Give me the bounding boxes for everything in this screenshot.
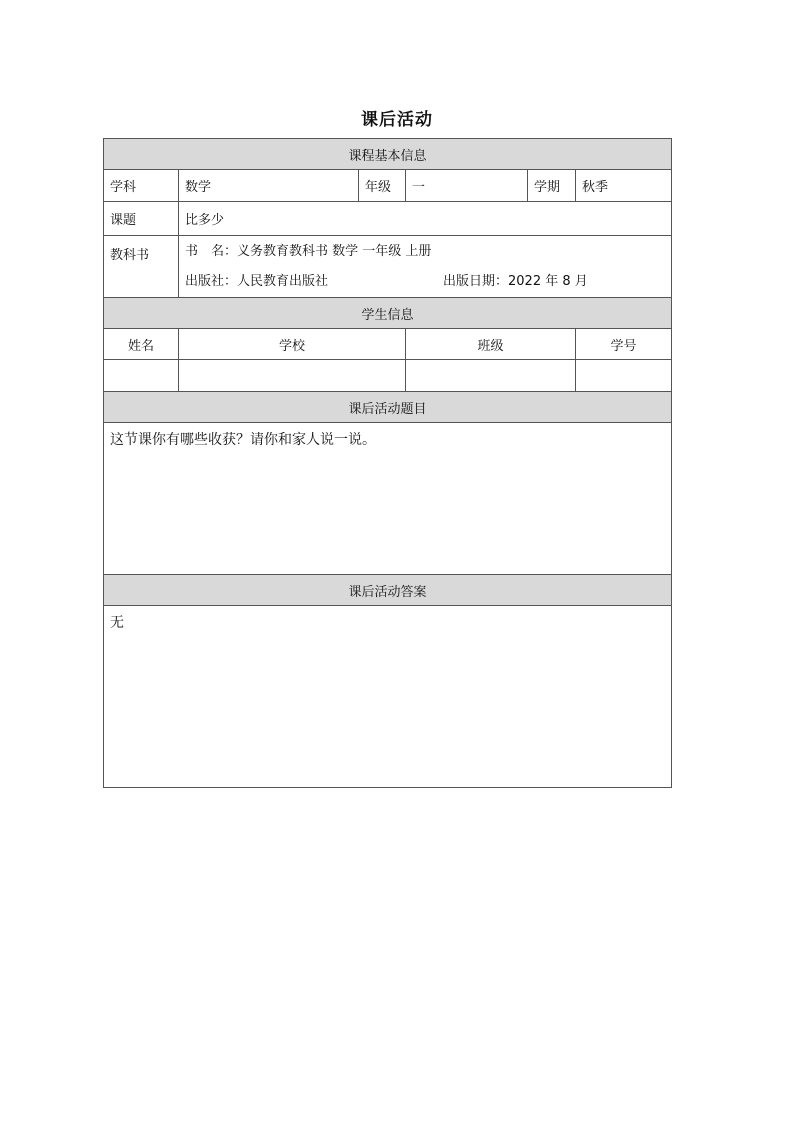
term-value: 秋季 (576, 170, 672, 202)
student-columns-row (104, 329, 672, 360)
textbook-label: 教科书 (104, 236, 179, 298)
topic-value: 比多少 (179, 202, 672, 236)
student-name-cell (104, 360, 179, 392)
textbook-details (179, 236, 672, 298)
activity-row (104, 423, 672, 575)
subject-label: 学科 (104, 170, 179, 202)
col-class: 班级 (406, 329, 576, 360)
col-student-id: 学号 (576, 329, 672, 360)
term-label: 学期 (528, 170, 576, 202)
student-school-cell (179, 360, 406, 392)
activity-question: 这节课你有哪些收获？请你和家人说一说。 (104, 423, 672, 575)
grade-value: 一 (406, 170, 528, 202)
basic-info-header-row (104, 139, 672, 170)
col-name: 姓名 (104, 329, 179, 360)
grade-label: 年级 (359, 170, 406, 202)
textbook-row (104, 236, 672, 298)
publication-date: 出版日期：2022 年 8 月 (443, 273, 588, 289)
subject-value: 数学 (179, 170, 359, 202)
book-name-line: 书 名：义务教育教科书 数学 一年级 上册 (185, 243, 432, 259)
subject-row (104, 170, 672, 202)
answer-header: 课后活动答案 (104, 575, 672, 606)
topic-row (104, 202, 672, 236)
publisher: 出版社：人民教育出版社 (185, 273, 329, 289)
after-class-activity-form (103, 138, 672, 788)
activity-header-row (104, 392, 672, 423)
col-school: 学校 (179, 329, 406, 360)
publisher-line (185, 267, 665, 297)
basic-info-header: 课程基本信息 (104, 139, 672, 170)
student-class-cell (406, 360, 576, 392)
answer-row (104, 606, 672, 788)
topic-label: 课题 (104, 202, 179, 236)
answer-content: 无 (104, 606, 672, 788)
student-id-cell (576, 360, 672, 392)
student-info-header-row (104, 298, 672, 329)
student-values-row (104, 360, 672, 392)
answer-header-row (104, 575, 672, 606)
student-info-header: 学生信息 (104, 298, 672, 329)
document-title: 课后活动 (361, 110, 433, 130)
activity-header: 课后活动题目 (104, 392, 672, 423)
